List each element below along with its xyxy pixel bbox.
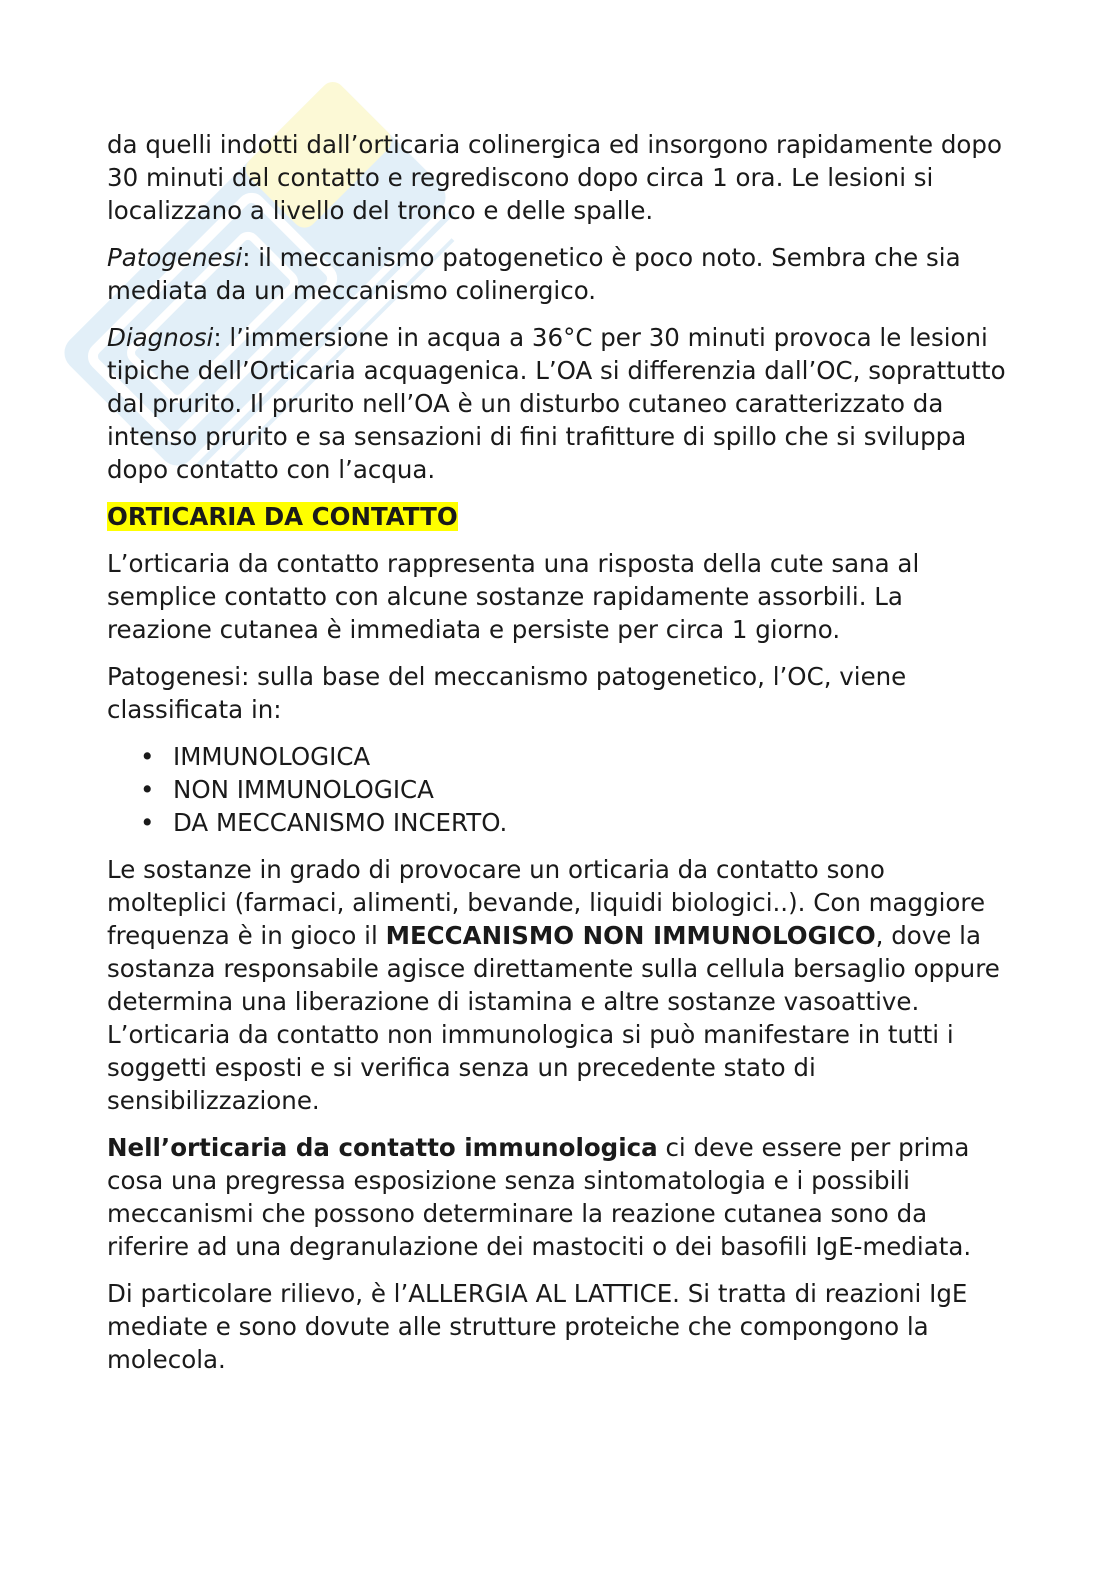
paragraph-continuation: da quelli indotti dall’orticaria colinergica ed insorgono rapidamente dopo 30 minuti dal contatto e regrediscono dopo circa 1 ora. Le lesioni si localizzano a livello del tronco e delle spalle. bbox=[107, 130, 1002, 225]
paragraph-substances: Le sostanze in grado di provocare un orticaria da contatto sono molteplici (farmaci, alimenti, bevande, liquidi biologici..). Con maggiore frequenza è in gioco il MECCANISMO NON IMMUNOLOGICO, dove la sostanza responsabile agisce direttamente sulla cellula bersaglio oppure determina una liberazione di istamina e altre sostanze vasoattive. L’orticaria da contatto non immunologica si può manifestare in tutti i soggetti esposti e si verifica senza un precedente stato di sensibilizzazione. bbox=[107, 855, 1000, 1115]
label-diagnosi: Diagnosi bbox=[107, 323, 214, 352]
list-item: • NON IMMUNOLOGICA bbox=[140, 775, 434, 804]
classification-list bbox=[107, 740, 1007, 839]
bullet-icon: • bbox=[140, 742, 155, 771]
bold-immunologica: Nell’orticaria da contatto immunologica bbox=[107, 1133, 658, 1162]
bullet-icon: • bbox=[140, 775, 155, 804]
paragraph-definition: L’orticaria da contatto rappresenta una risposta della cute sana al semplice contatto con alcune sostanze rapidamente assorbili. La reazione cutanea è immediata e persiste per circa 1 giorno. bbox=[107, 549, 920, 644]
paragraph-immunologica: Nell’orticaria da contatto immunologica ci deve essere per prima cosa una pregressa esposizione senza sintomatologia e i possibili meccanismi che possono determinare la reazione cutanea sono da riferire ad una degranulazione dei mastociti o dei basofili IgE-mediata. bbox=[107, 1133, 972, 1261]
bold-non-immunologico: MECCANISMO NON IMMUNOLOGICO bbox=[385, 921, 876, 950]
paragraph-classification: Patogenesi: sulla base del meccanismo patogenetico, l’OC, viene classificata in: bbox=[107, 662, 907, 724]
paragraph-patogenesi bbox=[107, 241, 1007, 307]
paragraph-diagnosi bbox=[107, 321, 1007, 486]
list-item: • DA MECCANISMO INCERTO. bbox=[140, 808, 508, 837]
section-heading bbox=[107, 500, 1007, 533]
diagnosi-text: : l’immersione in acqua a 36°C per 30 minuti provoca le lesioni tipiche dell’Orticaria acquagenica. L’OA si differenzia dall’OC, soprattutto dal prurito. Il prurito nell’OA è un disturbo cutaneo caratterizzato da intenso prurito e sa sensazioni di fini trafitture di spillo che si sviluppa dopo contatto con l’acqua. bbox=[107, 323, 1006, 484]
section-heading-text: ORTICARIA DA CONTATTO bbox=[107, 502, 458, 531]
document-page bbox=[107, 128, 1007, 1390]
label-patogenesi: Patogenesi bbox=[107, 243, 243, 272]
paragraph-lattice: Di particolare rilievo, è l’ALLERGIA AL LATTICE. Si tratta di reazioni IgE mediate e sono dovute alle strutture proteiche che compongono la molecola. bbox=[107, 1279, 968, 1374]
list-item: • IMMUNOLOGICA bbox=[140, 742, 371, 771]
patogenesi-text: : il meccanismo patogenetico è poco noto. Sembra che sia mediata da un meccanismo colinergico. bbox=[107, 243, 961, 305]
bullet-icon: • bbox=[140, 808, 155, 837]
